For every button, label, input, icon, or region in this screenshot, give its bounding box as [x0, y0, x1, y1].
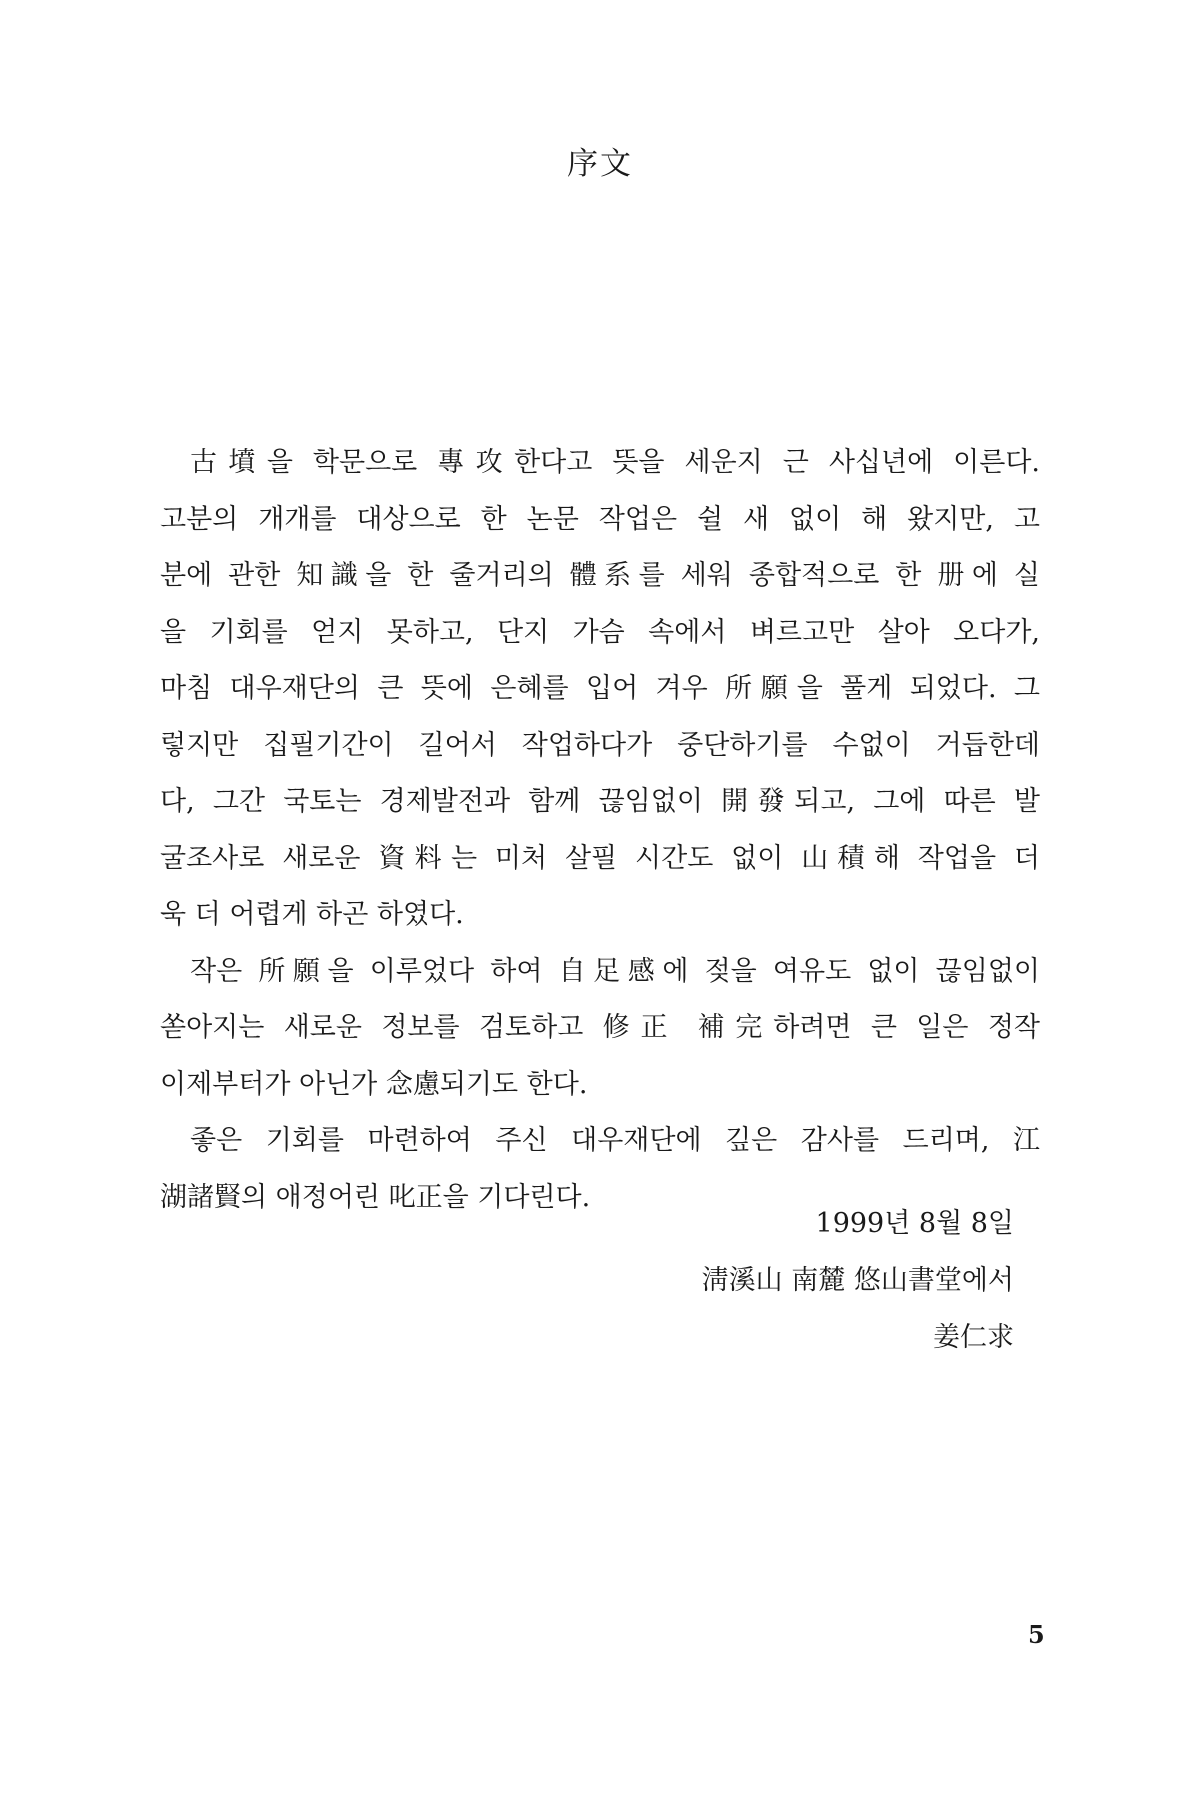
- page-title: 序文: [567, 146, 633, 182]
- text-line: 古墳을 학문으로 專攻한다고 뜻을 세운지 근 사십년에 이른다.: [190, 447, 1040, 478]
- text-line: 굴조사로 새로운 資料는 미처 살필 시간도 없이 山積해 작업을 더: [160, 842, 1040, 874]
- text-line: 을 기회를 얻지 못하고, 단지 가슴 속에서 벼르고만 살아 오다가,: [160, 616, 1040, 648]
- text-line: 좋은 기회를 마련하여 주신 대우재단에 깊은 감사를 드리며, 江: [190, 1125, 1040, 1156]
- text-line: 湖諸賢의 애정어린 叱正을 기다린다.: [160, 1181, 591, 1213]
- paragraph: [160, 435, 1040, 944]
- text-line: 렇지만 집필기간이 길어서 작업하다가 중단하기를 수없이 거듭한데: [160, 729, 1040, 761]
- paragraph: [160, 944, 1040, 1114]
- signature-place: 淸溪山 南麓 悠山書堂에서: [701, 1265, 1014, 1296]
- text-line: 욱 더 어렵게 하곤 하였다.: [160, 899, 464, 930]
- signature-date: 1999년 8월 8일: [815, 1208, 1014, 1239]
- text-line: 이제부터가 아닌가 念慮되기도 한다.: [160, 1068, 588, 1100]
- text-line: 분에 관한 知識을 한 줄거리의 體系를 세워 종합적으로 한 册에 실: [160, 560, 1040, 591]
- text-line: 고분의 개개를 대상으로 한 논문 작업은 쉴 새 없이 해 왔지만, 고: [160, 503, 1040, 535]
- text-line: 쏟아지는 새로운 정보를 검토하고 修正 補完하려면 큰 일은 정작: [160, 1012, 1040, 1043]
- page-number: 5: [1028, 1620, 1045, 1649]
- signature-author: 姜仁求: [933, 1322, 1014, 1353]
- text-line: 마침 대우재단의 큰 뜻에 은혜를 입어 겨우 所願을 풀게 되었다. 그: [160, 673, 1040, 704]
- text-line: 작은 所願을 이루었다 하여 自足感에 젖을 여유도 없이 끊임없이: [190, 955, 1040, 987]
- preface-body: [160, 435, 1040, 1226]
- signature-block: [702, 1195, 1014, 1366]
- text-line: 다, 그간 국토는 경제발전과 함께 끊임없이 開發되고, 그에 따른 발: [160, 786, 1040, 817]
